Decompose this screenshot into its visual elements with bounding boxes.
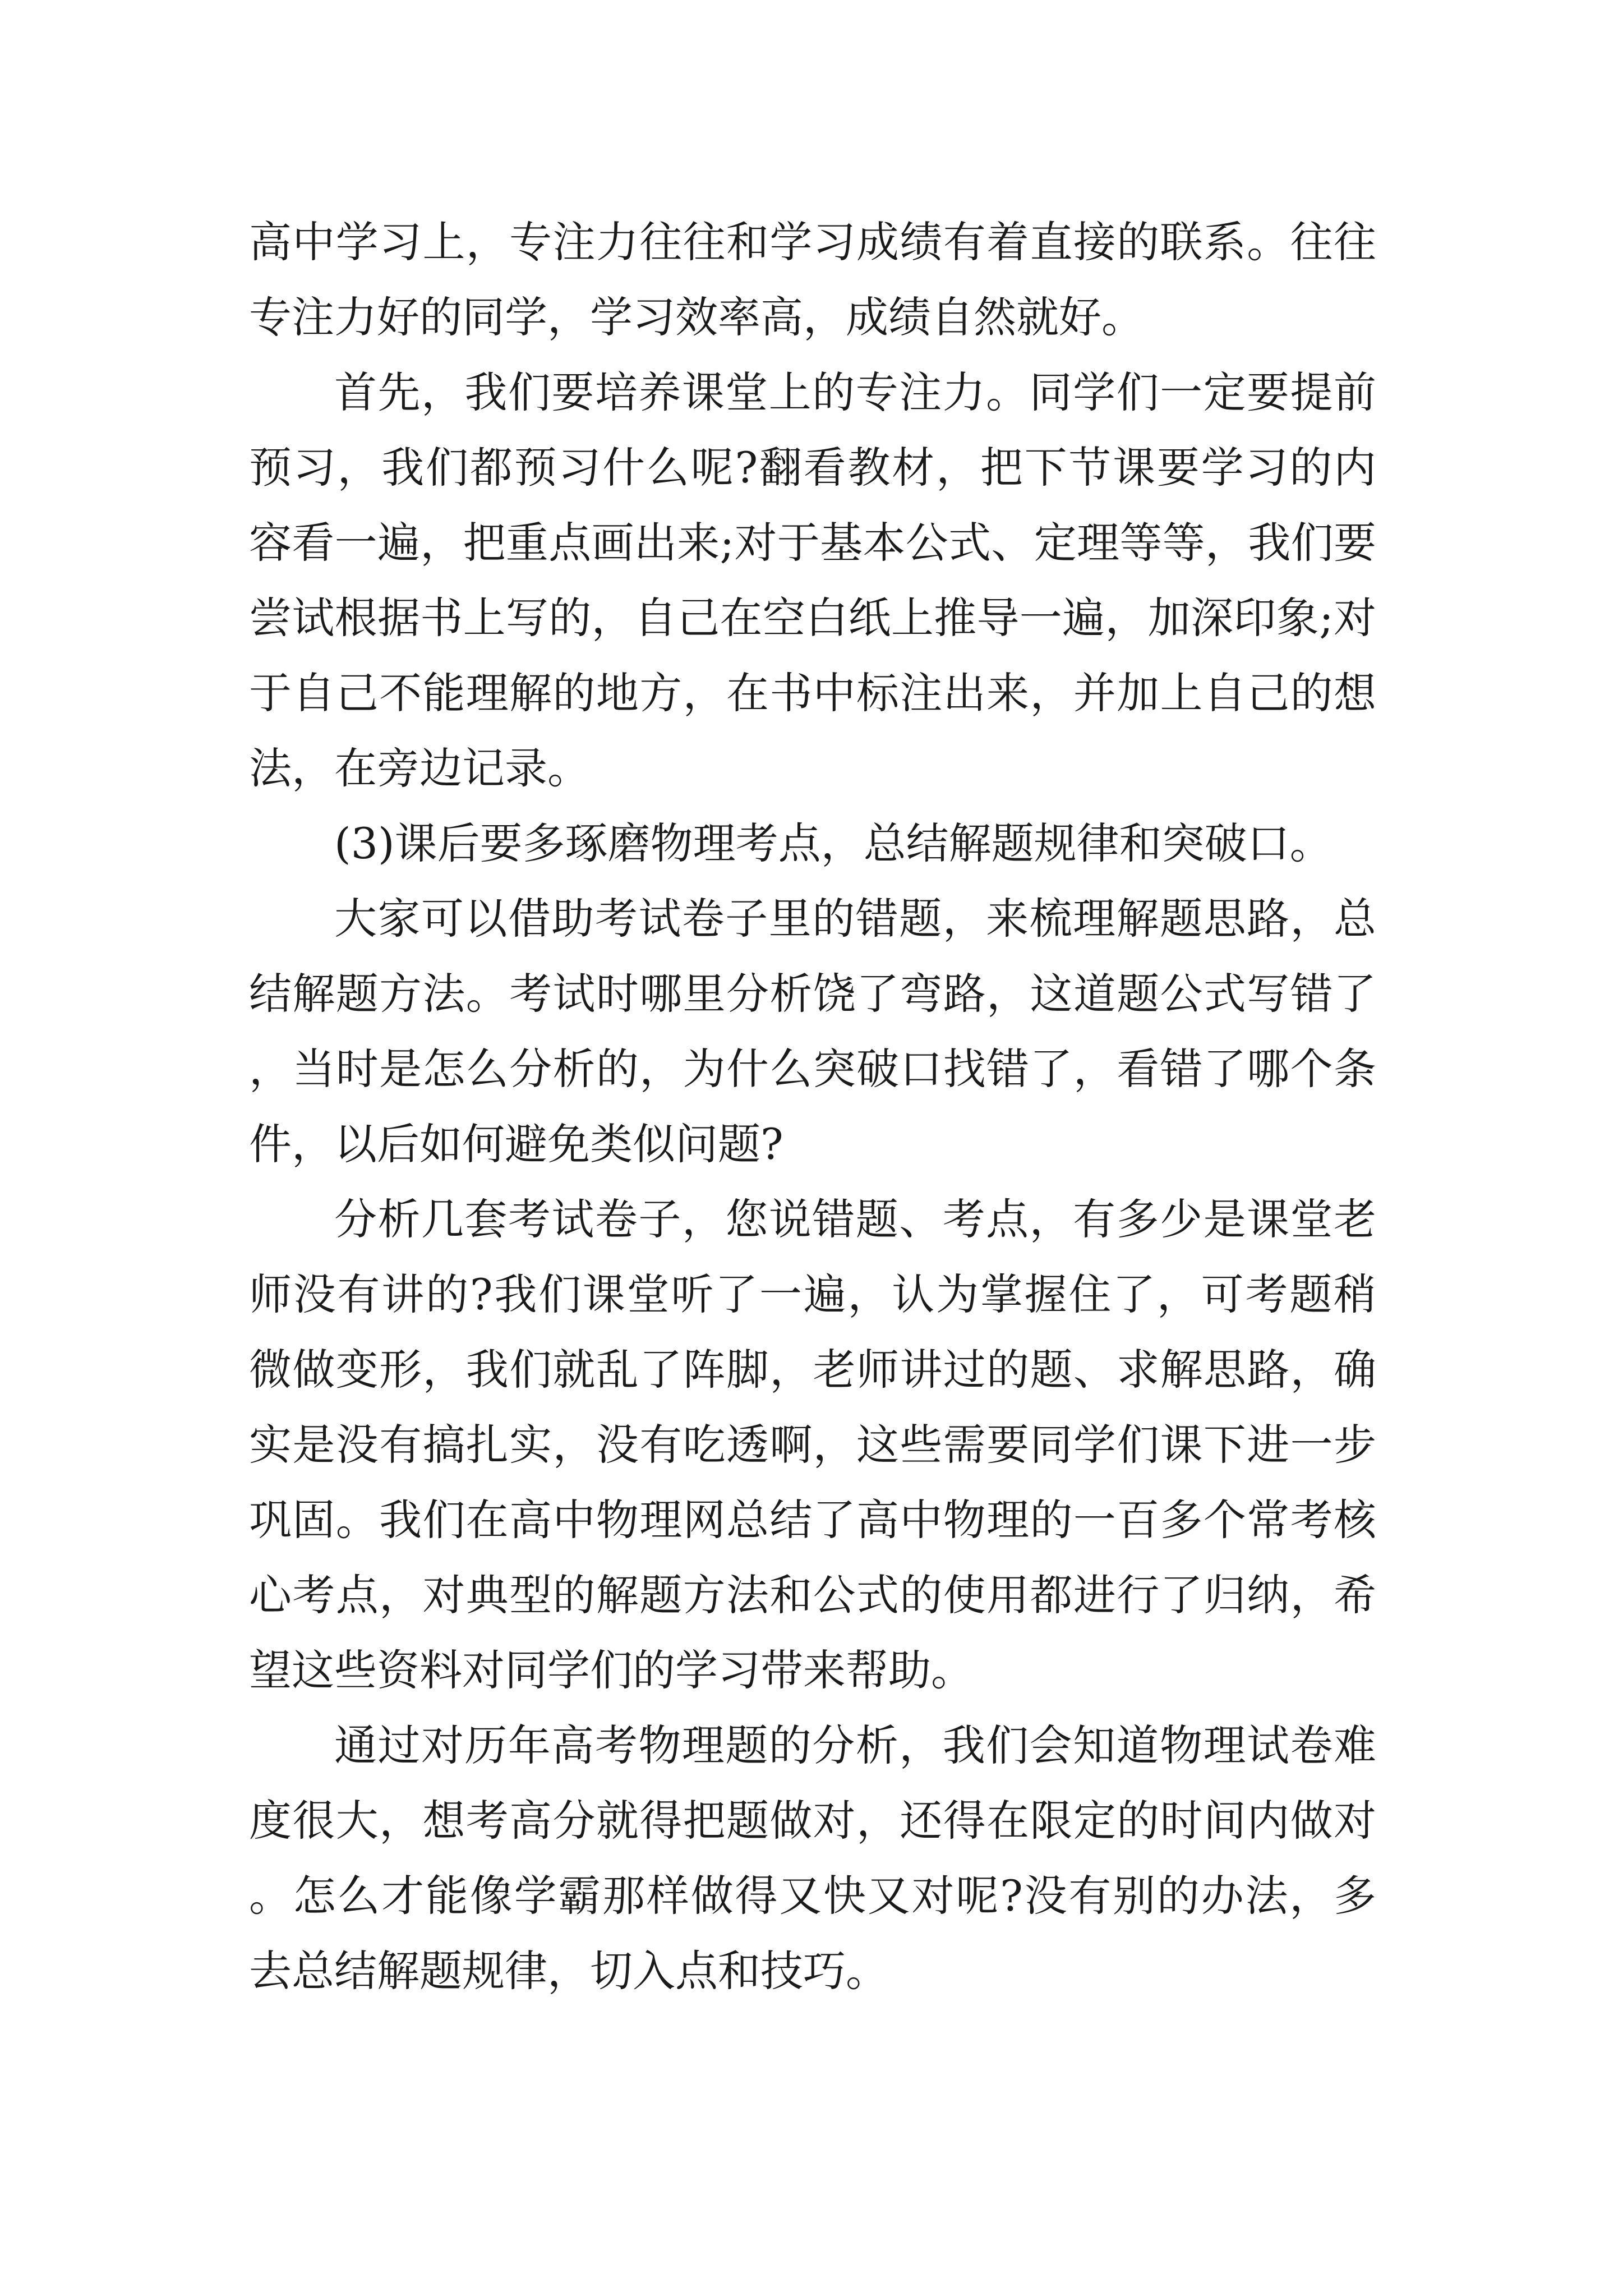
paragraph: 通过对历年高考物理题的分析，我们会知道物理试卷难度很大，想考高分就得把题做对，还得在限定的时间内做对。怎么才能像学霸那样做得又快又对呢?没有别的办法，多去总结解题规律，切入点和技巧。 bbox=[249, 1720, 1376, 1996]
paragraph: 高中学习上，专注力往往和学习成绩有着直接的联系。往往专注力好的同学，学习效率高，成绩自然就好。 bbox=[249, 217, 1376, 342]
body-text bbox=[249, 205, 1376, 2009]
paragraph: (3)课后要多琢磨物理考点，总结解题规律和突破口。 bbox=[334, 818, 1332, 868]
paragraph: 大家可以借助考试卷子里的错题，来梳理解题思路，总结解题方法。考试时哪里分析饶了弯路，这道题公式写错了，当时是怎么分析的，为什么突破口找错了，看错了哪个条件，以后如何避免类似问题? bbox=[249, 894, 1376, 1169]
paragraph: 分析几套考试卷子，您说错题、考点，有多少是课堂老师没有讲的?我们课堂听了一遍，认为掌握住了，可考题稍微做变形，我们就乱了阵脚，老师讲过的题、求解思路，确实是没有搞扎实，没有吃透啊，这些需要同学们课下进一步巩固。我们在高中物理网总结了高中物理的一百多个常考核心考点，对典型的解题方法和公式的使用都进行了归纳，希望这些资料对同学们的学习带来帮助。 bbox=[249, 1194, 1376, 1695]
paragraph: 首先，我们要培养课堂上的专注力。同学们一定要提前预习，我们都预习什么呢?翻看教材，把下节课要学习的内容看一遍，把重点画出来;对于基本公式、定理等等，我们要尝试根据书上写的，自己在空白纸上推导一遍，加深印象;对于自己不能理解的地方，在书中标注出来，并加上自己的想法，在旁边记录。 bbox=[249, 367, 1376, 793]
